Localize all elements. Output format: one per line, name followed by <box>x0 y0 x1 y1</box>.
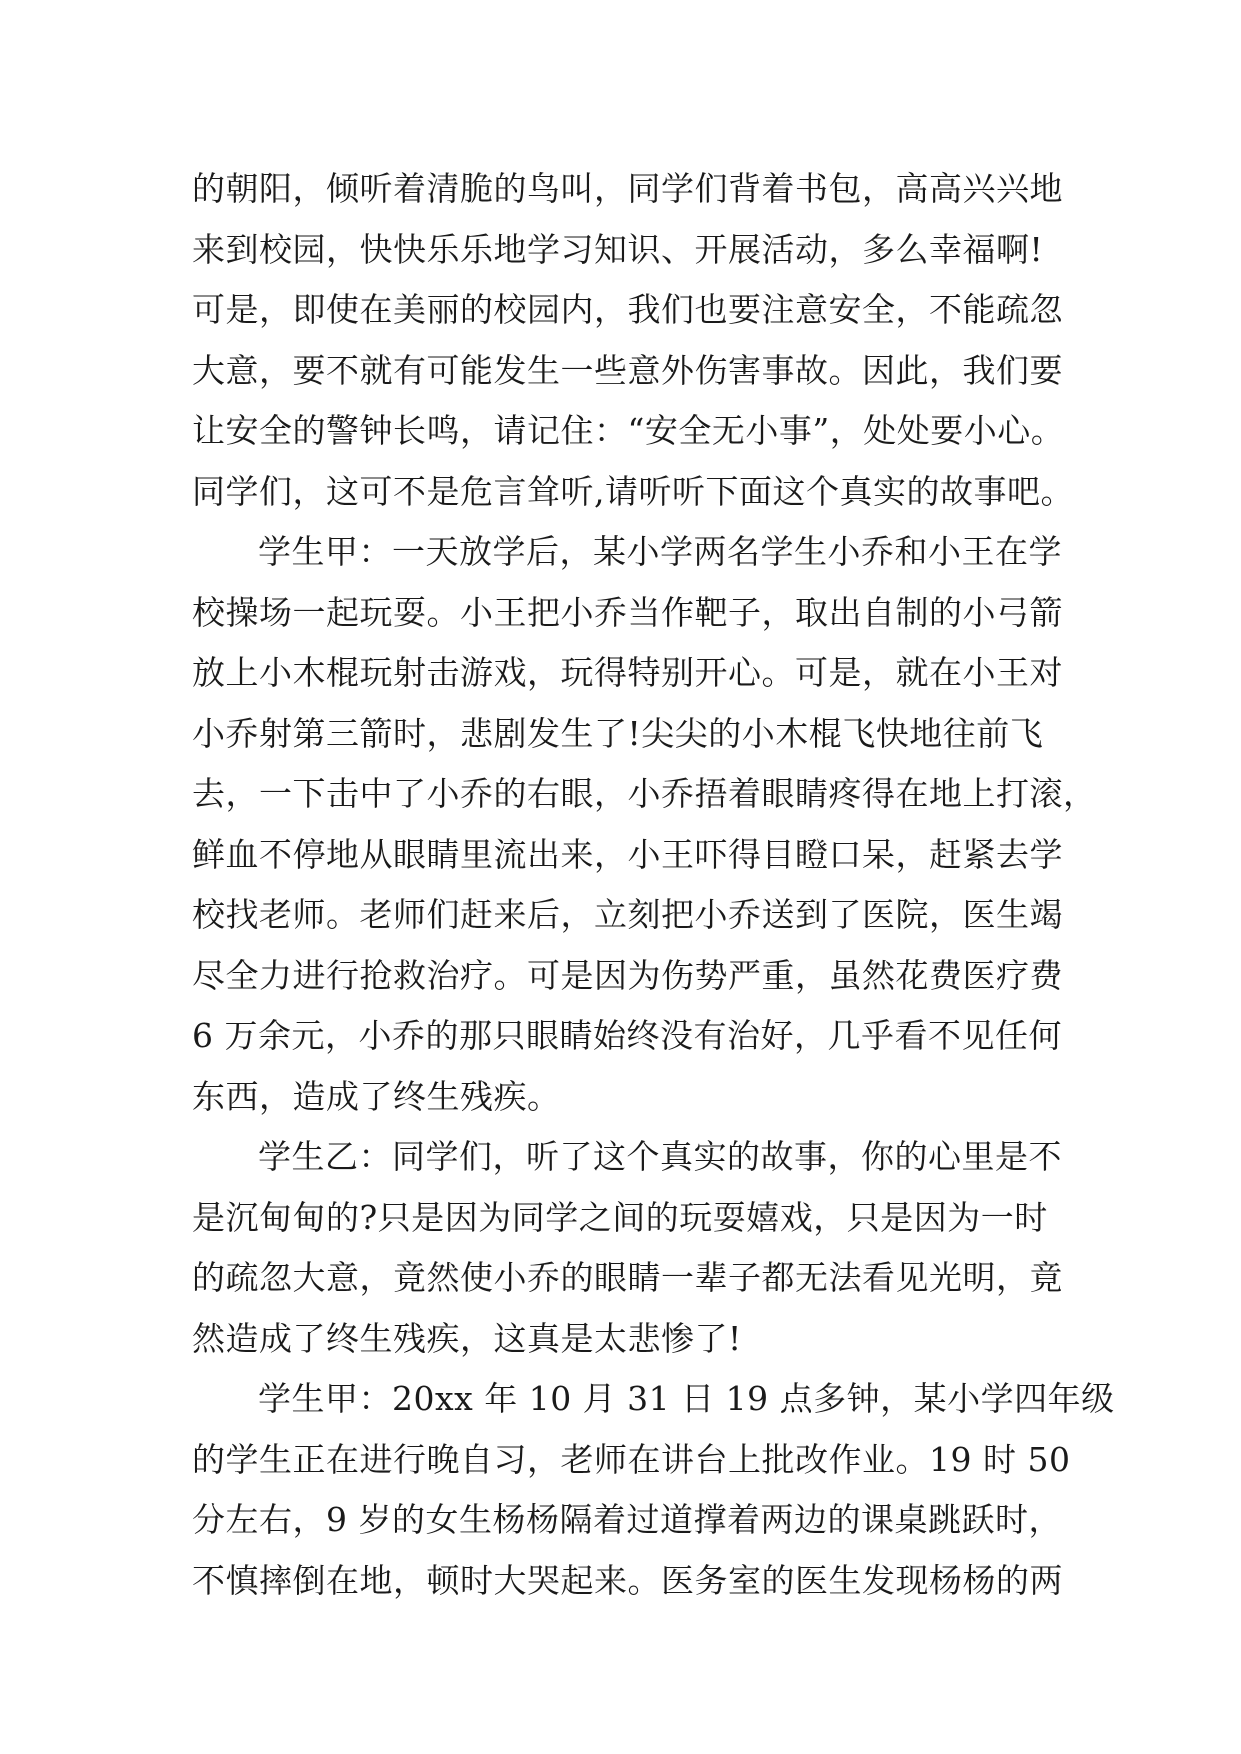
text-line: 大意，要不就有可能发生一些意外伤害事故。因此，我们要 <box>192 350 1063 390</box>
text-line: 东西，造成了终生残疾。 <box>192 1076 561 1116</box>
text-line: 鲜血不停地从眼睛里流出来，小王吓得目瞪口呆，赶紧去学 <box>192 834 1063 874</box>
text-line: 同学们，这可不是危言耸听,请听听下面这个真实的故事吧。 <box>192 471 1074 511</box>
text-line: 校操场一起玩耍。小王把小乔当作靶子，取出自制的小弓箭 <box>192 592 1063 632</box>
text-line: 小乔射第三箭时，悲剧发生了!尖尖的小木棍飞快地往前飞 <box>192 713 1044 753</box>
paragraph-first-line: 学生甲：20xx 年 10 月 31 日 19 点多钟，某小学四年级 <box>258 1379 1115 1418</box>
text-line: 分左右，9 岁的女生杨杨隔着过道撑着两边的课桌跳跃时， <box>192 1500 1062 1539</box>
text-line: 的疏忽大意，竟然使小乔的眼睛一辈子都无法看见光明，竟 <box>192 1258 1063 1297</box>
text-line: 然造成了终生残疾，这真是太悲惨了! <box>192 1318 742 1358</box>
text-line: 的朝阳，倾听着清脆的鸟叫，同学们背着书包，高高兴兴地 <box>192 169 1063 208</box>
text-line: 校找老师。老师们赶来后，立刻把小乔送到了医院，医生竭 <box>192 895 1063 934</box>
text-line: 可是，即使在美丽的校园内，我们也要注意安全，不能疏忽 <box>192 290 1063 329</box>
paragraph-first-line: 学生乙：同学们，听了这个真实的故事，你的心里是不 <box>258 1137 1062 1176</box>
text-line: 6 万余元，小乔的那只眼睛始终没有治好，几乎看不见任何 <box>192 1016 1062 1055</box>
paragraph-first-line: 学生甲：一天放学后，某小学两名学生小乔和小王在学 <box>258 532 1062 571</box>
text-line: 尽全力进行抢救治疗。可是因为伤势严重，虽然花费医疗费 <box>192 955 1063 995</box>
text-line: 让安全的警钟长鸣，请记住：“安全无小事”，处处要小心。 <box>192 411 1065 450</box>
text-line: 去，一下击中了小乔的右眼，小乔捂着眼睛疼得在地上打滚， <box>192 774 1097 813</box>
text-line: 来到校园，快快乐乐地学习知识、开展活动，多么幸福啊! <box>192 229 1044 269</box>
text-line: 放上小木棍玩射击游戏，玩得特别开心。可是，就在小王对 <box>192 653 1063 692</box>
text-line: 是沉甸甸的?只是因为同学之间的玩耍嬉戏，只是因为一时 <box>192 1197 1048 1237</box>
text-line: 的学生正在进行晚自习，老师在讲台上批改作业。19 时 50 <box>192 1439 1071 1479</box>
document-body <box>192 159 1115 1611</box>
text-line: 不慎摔倒在地，顿时大哭起来。医务室的医生发现杨杨的两 <box>192 1560 1063 1600</box>
